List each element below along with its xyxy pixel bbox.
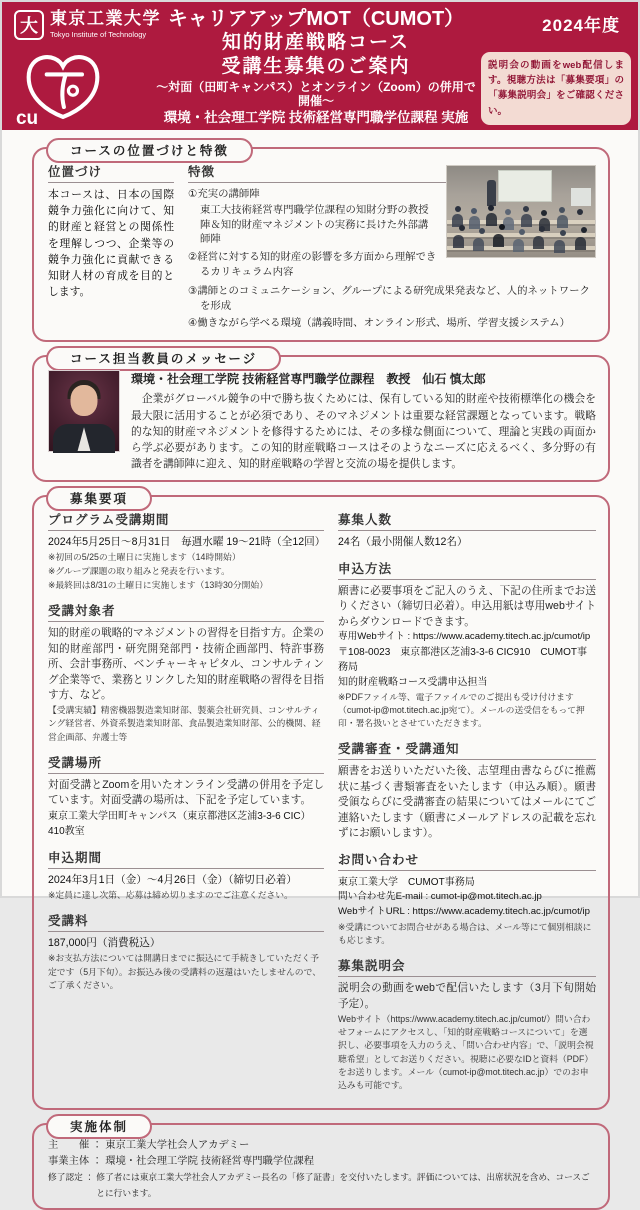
cumot-logo-icon bbox=[16, 48, 110, 128]
info-session-note: Webサイト（https://www.academy.titech.ac.jp/cumot/）問い合わせフォームにアクセスし、「知的財産戦略コースについて」を選択し、必要事項を入力のうえ、「問い合わせ内容」で、「説明会視聴希望」としてお送りください。視聴に必要なIDと資料（PDF）をお送りします。メール（cumot-ip@mot.titech.ac.jp）でのお申込みも可能です。 bbox=[338, 1014, 594, 1090]
header-logos bbox=[14, 10, 161, 40]
section-title-recruitment: 募集要項 bbox=[46, 486, 152, 511]
title-line-1: キャリアアップMOT（CUMOT） bbox=[167, 8, 465, 30]
title-subtitle-school: 環境・社会理工学院 技術経営専門職学位課程 実施 bbox=[163, 109, 469, 125]
positioning-left-column bbox=[48, 162, 174, 333]
section-message bbox=[32, 352, 610, 481]
flyer-body bbox=[2, 130, 638, 1210]
classroom-tables bbox=[447, 213, 595, 257]
block-contact bbox=[338, 850, 596, 947]
section-title-positioning: コースの位置づけと特徴 bbox=[46, 138, 253, 163]
org-row-certification bbox=[48, 1170, 596, 1201]
program-period-title: プログラム受講期間 bbox=[48, 510, 324, 531]
positioning-body: 本コースは、日本の国際競争力強化に向けて、知的財産と経営との関係性を理解しつつ、企業等の競争力強化に貢献できる知財人材の育成を目的とします。 bbox=[48, 189, 174, 299]
recruitment-right-column bbox=[338, 510, 596, 1102]
how-to-apply-note: ※PDFファイル等、電子ファイルでのご提出も受け付けます（cumot-ip@mot.titech.ac.jp宛て）。メールの送受信をもって押印・署名扱いとさせていただきます。 bbox=[338, 691, 585, 729]
review-title: 受講審査・受講通知 bbox=[338, 739, 596, 760]
features-subhead: 特徴 bbox=[188, 162, 596, 183]
features-column bbox=[188, 162, 596, 333]
whiteboard bbox=[571, 188, 590, 206]
professor-face bbox=[71, 385, 98, 416]
org-operator-label: 事業主体 ： bbox=[48, 1156, 106, 1168]
classroom-photo bbox=[446, 165, 596, 258]
audience-record: 【受講実績】精密機器製造業知財部、製薬会社研究員、コンサルティング経営者、外資系製造業知財部、食品製造業知財部、公的機関、経営企画部、弁護士等 bbox=[48, 705, 321, 742]
audience-figures bbox=[452, 214, 463, 227]
block-how-to-apply bbox=[338, 559, 596, 731]
program-period-value: 2024年5月25日～8月31日 毎週水曜 19～21時（全12回） bbox=[48, 535, 326, 548]
review-body: 願書をお送りいただいた後、志望理由書ならびに推薦状に基づく書類審査をいたします（申込み順）。願書受領ならびに受講審査の結果についてはメールにてご連絡いたします（願書にメールアドレスの記載を忘れずにお願いします）。 bbox=[338, 765, 596, 839]
apply-postal-address: 〒108-0023 東京都港区芝浦3-3-6 CIC910 CUMOT事務局 bbox=[338, 646, 587, 673]
fiscal-year: 2024年度 bbox=[542, 16, 620, 35]
org-host-value: 東京工業大学社会人アカデミー bbox=[105, 1140, 250, 1152]
program-period-note-2: ※グループ課題の取り組みと発表を行います。 bbox=[48, 566, 230, 577]
feature-item-2: ②経営に対する知的財産の影響を多方面から理解できるカリキュラム内容 bbox=[188, 251, 437, 278]
contact-office: 東京工業大学 CUMOT事務局 bbox=[338, 877, 475, 889]
contact-email[interactable]: 問い合わせ先E-mail : cumot-ip@mot.titech.ac.jp bbox=[338, 891, 542, 903]
block-info-session bbox=[338, 956, 596, 1092]
feature-item-4: ④働きながら学べる環境（講義時間、オンライン形式、場所、学習支援システム） bbox=[188, 318, 571, 330]
org-row-operator bbox=[48, 1154, 596, 1170]
org-operator-value: 環境・社会理工学院 技術経営専門職学位課程 bbox=[105, 1156, 315, 1168]
capacity-title: 募集人数 bbox=[338, 510, 596, 531]
block-fee bbox=[48, 911, 324, 992]
presenter-figure bbox=[487, 180, 496, 206]
projector-screen bbox=[499, 171, 551, 201]
how-to-apply-title: 申込方法 bbox=[338, 559, 596, 580]
professor-photo bbox=[48, 370, 120, 452]
apply-period-value: 2024年3月1日（金）～4月26日（金）（締切日必着） bbox=[48, 873, 298, 886]
block-review bbox=[338, 739, 596, 841]
section-recruitment bbox=[32, 491, 610, 1111]
block-program-period bbox=[48, 510, 324, 593]
section-title-organization: 実施体制 bbox=[46, 1114, 152, 1139]
title-line-2: 知的財産戦略コース bbox=[221, 32, 411, 54]
positioning-subhead: 位置づけ bbox=[48, 162, 174, 183]
section-title-message: コース担当教員のメッセージ bbox=[46, 346, 281, 371]
venue-body: 対面受講とZoomを用いたオンライン受講の併用を予定しています。対面受講の場所は、下記を予定しています。 bbox=[48, 778, 325, 807]
block-apply-period bbox=[48, 848, 324, 903]
capacity-value: 24名（最小開催人数12名） bbox=[338, 535, 468, 548]
title-line-3: 受講生募集のご案内 bbox=[221, 55, 411, 77]
fee-note: ※お支払方法については開講日までに振込にて手続きしていただく予定です（5月下旬）。お振込み後の受講料の返還はいたしませんので、ご了承ください。 bbox=[48, 953, 322, 990]
feature-item-1-detail: 東工大技術経営専門職学位課程の知財分野の教授陣＆知的財産マネジメントの実務に長けた外部講師陣 bbox=[200, 205, 429, 246]
fee-title: 受講料 bbox=[48, 911, 324, 932]
block-capacity bbox=[338, 510, 596, 550]
program-period-note-3: ※最終回は8/31の土曜日に実施します（13時30分開始） bbox=[48, 580, 269, 591]
org-row-host bbox=[48, 1138, 596, 1154]
contact-website-url[interactable]: WebサイトURL : https://www.academy.titech.ac.jp/cumot/ip bbox=[338, 906, 590, 918]
university-name: 東京工業大学 bbox=[50, 9, 161, 28]
venue-title: 受講場所 bbox=[48, 753, 324, 774]
info-session-title: 募集説明会 bbox=[338, 956, 596, 977]
message-body: 企業がグローバル競争の中で勝ち抜くためには、保有している知的財産や技術標準化の機会を最大限に活用することが必須であり、そのマネジメントは重要な経営課題となっています。戦略的な知的財産マネジメントを修得するためには、その多様な側面について、理論と実践の両面から学ぶ必要があります。この知的財産戦略コースはそのようなニーズに応えるべく、多分野の有識者を講師陣に迎え、知的財産戦略の学習と交流の場を提供します。 bbox=[131, 393, 596, 471]
venue-address: 東京工業大学田町キャンパス（東京都港区芝浦3-3-6 CIC）410教室 bbox=[48, 810, 311, 837]
feature-item-1: ①充実の講師陣 bbox=[188, 189, 260, 200]
org-certification-value: 修了者には東京工業大学社会人アカデミー長名の「修了証書」を交付いたします。評価については、出席状況を含め、コースごとに行います。 bbox=[96, 1172, 590, 1198]
info-session-notice: 説明会の動画をweb配信します。視聴方法は「募集要項」の「募集説明会」をご確認ください。 bbox=[481, 52, 631, 125]
message-text bbox=[131, 370, 596, 472]
org-host-label: 主 催 ： bbox=[48, 1140, 106, 1152]
how-to-apply-body: 願書に必要事項をご記入のうえ、下記の住所までお送りください（締切日必着）。申込用紙は専用webサイトからダウンロードできます。 bbox=[338, 584, 596, 628]
tokyo-tech-glyph: 大 bbox=[20, 16, 38, 36]
recruitment-left-column bbox=[48, 510, 324, 1102]
contact-note: ※受講についてお問合せがある場合は、メール等にて個別相談にも応じます。 bbox=[338, 921, 592, 946]
block-venue bbox=[48, 753, 324, 839]
audience-title: 受講対象者 bbox=[48, 601, 324, 622]
apply-postal-address-2: 知的財産戦略コース受講申込担当 bbox=[338, 676, 488, 688]
header-titles bbox=[152, 7, 480, 126]
audience-body: 知的財産の戦略的マネジメントの習得を目指す方。企業の知的財産部門・研究開発部門・技術企画部門、特許事務所、会計事務所、ベンチャーキャピタル、コンサルティング企業等で、業務とリンクした知的財産戦略の習得を目指す方、など。 bbox=[48, 627, 325, 701]
tokyo-tech-mark-icon bbox=[14, 10, 44, 40]
tokyo-tech-logo bbox=[14, 10, 161, 40]
apply-period-note: ※定員に達し次第、応募は締め切りますのでご注意ください。 bbox=[48, 889, 293, 900]
feature-item-3: ③講師とのコミュニケーション、グループによる研究成果発表など、人的ネットワークを形成 bbox=[188, 286, 590, 313]
university-name-en: Tokyo Institute of Technology bbox=[50, 29, 147, 39]
university-names bbox=[50, 10, 161, 39]
audience-heads bbox=[455, 206, 461, 212]
contact-title: お問い合わせ bbox=[338, 850, 596, 871]
header bbox=[2, 2, 638, 130]
cumot-logo-text: cu bbox=[16, 108, 39, 130]
program-period-note-1: ※初回の5/25の土曜日に実施します（14時開始） bbox=[48, 551, 241, 562]
section-positioning bbox=[32, 144, 610, 342]
apply-website-url[interactable]: 専用Webサイト : https://www.academy.titech.ac.jp/cumot/ip bbox=[338, 631, 591, 642]
apply-period-title: 申込期間 bbox=[48, 848, 324, 869]
info-session-body: 説明会の動画をwebで配信いたします（3月下旬開始予定）。 bbox=[338, 982, 596, 1010]
fee-value: 187,000円（消費税込） bbox=[48, 937, 161, 950]
section-organization bbox=[32, 1120, 610, 1210]
title-subtitle-format: ～対面（田町キャンパス）とオンライン（Zoom）の併用で開催～ bbox=[156, 79, 476, 109]
professor-name: 環境・社会理工学院 技術経営専門職学位課程 教授 仙石 慎太郎 bbox=[131, 372, 486, 387]
block-audience bbox=[48, 601, 324, 743]
org-certification-label: 修了認定 ： bbox=[48, 1172, 97, 1183]
